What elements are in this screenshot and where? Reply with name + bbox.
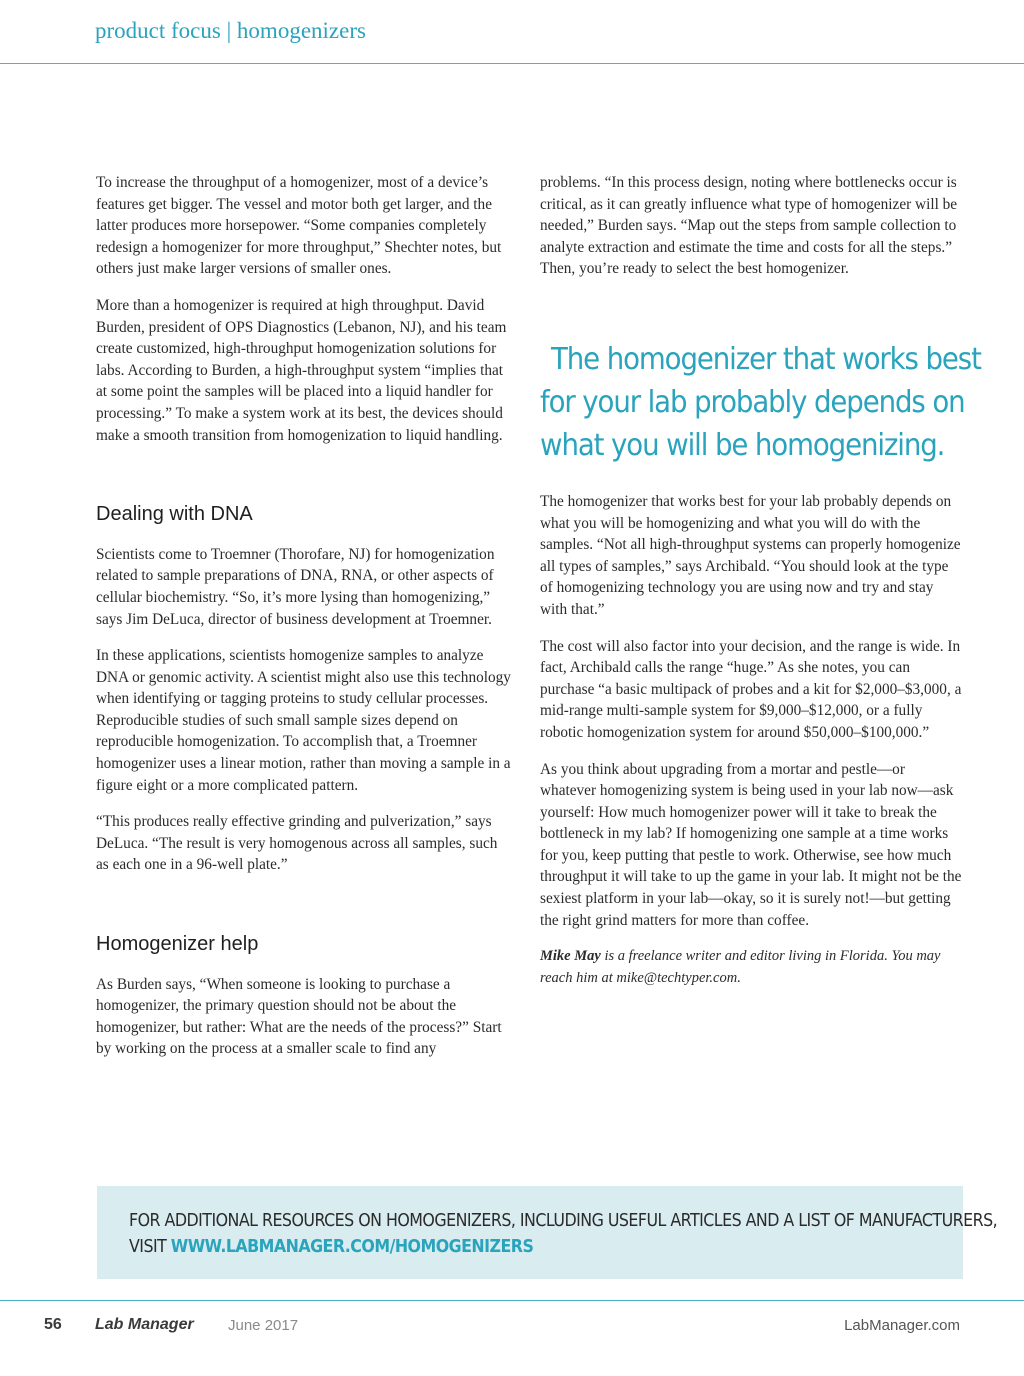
left-column	[96, 172, 512, 1075]
callout-line: FOR ADDITIONAL RESOURCES ON HOMOGENIZERS, INCLUDING USEFUL ARTICLES AND A LIST OF MANUFACTURERS,	[129, 1210, 998, 1231]
pull-quote-line: for your lab probably depends on	[540, 385, 965, 420]
homogenizers-link[interactable]: WWW.LABMANAGER.COM/HOMOGENIZERS	[170, 1236, 534, 1257]
subheading-homogenizer-help: Homogenizer help	[96, 933, 259, 956]
paragraph: Scientists come to Troemner (Thorofare, NJ) for homogenization related to sample preparations of DNA, RNA, or other aspects of cellular biochemistry. “So, it’s more lysing than homogenizing,” says Jim DeLuca, director of business development at Troemner.	[96, 545, 495, 628]
paragraph: “This produces really effective grinding and pulverization,” says DeLuca. “The result is very homogenous across all samples, such as each one in a 96-well plate.”	[96, 813, 498, 874]
subheading-dealing-with-dna: Dealing with DNA	[96, 503, 253, 526]
page-number: 56	[44, 1316, 62, 1333]
author-bio: is a freelance writer and editor living in Florida. You may reach him at mike@techtyper.com.	[540, 948, 941, 986]
resources-callout	[97, 1186, 998, 1279]
author-name: Mike May	[540, 948, 601, 965]
right-column	[540, 172, 981, 1004]
footer-divider	[0, 1300, 1024, 1301]
page-footer	[0, 1316, 1024, 1340]
issue-date: June 2017	[228, 1317, 299, 1334]
pull-quote-line: The homogenizer that works best	[551, 342, 981, 377]
page-header	[0, 0, 1024, 64]
pull-quote-line: what you will be homogenizing.	[540, 428, 945, 463]
paragraph: As Burden says, “When someone is looking to purchase a homogenizer, the primary question should not be about the homogenizer, but rather: What are the needs of the process?” Start by working on the process at a smaller scale to find any	[96, 975, 502, 1058]
callout-text	[129, 1208, 998, 1260]
paragraph: The cost will also factor into your decision, and the range is wide. In fact, Archibald calls the range “huge.” As she notes, you can purchase “a basic multipack of probes and a kit for $2,000–$3,000, a mid-range multi-sample system for $9,000–$12,000, or a fully robotic homogenization system for around $50,000–$100,000.”	[540, 637, 962, 741]
author-byline	[540, 946, 962, 989]
magazine-name: Lab Manager	[95, 1316, 194, 1333]
callout-line	[129, 1234, 859, 1260]
paragraph: To increase the throughput of a homogenizer, most of a device’s features get bigger. The vessel and motor both get larger, and the latter produces more horsepower. “Some companies completely redesign a homogenizer for more throughput,” Shechter notes, but others just make larger versions of smaller ones.	[96, 174, 502, 278]
callout-visit: VISIT	[129, 1236, 171, 1257]
website: LabManager.com	[844, 1317, 960, 1334]
paragraph: In these applications, scientists homogenize samples to analyze DNA or genomic activity. A scientist might also use this technology when identifying or tagging proteins to study cellular processes. Reproducible studies of such small sample sizes depend on reproducible homogenization. To accomplish that, a Troemner homogenizer uses a linear motion, rather than moving a sample in a figure eight or a more complicated pattern.	[96, 647, 511, 794]
section-title: product focus | homogenizers	[95, 18, 366, 43]
pull-quote	[540, 338, 981, 467]
paragraph: As you think about upgrading from a mortar and pestle—or whatever homogenizing system is being used in your lab now—ask yourself: How much homogenizer power will it take to break the bottleneck in my lab? If homogenizing one sample at a time works for you, keep putting that pestle to work. Otherwise, see how much throughput it will take to up the game in your lab. It might not be the sexiest platform in your lab—okay, so it is surely not!—but getting the right grind matters for more than coffee.	[540, 760, 962, 929]
paragraph: problems. “In this process design, noting where bottlenecks occur is critical, as it can greatly influence what type of homogenizer will be needed,” Burden says. “Map out the steps from sample collection to analyte extraction and estimate the time and costs for all the steps.” Then, you’re ready to select the best homogenizer.	[540, 174, 958, 278]
paragraph: The homogenizer that works best for your lab probably depends on what you will be homogenizing and what you will do with the samples. “Not all high-throughput systems can properly homogenize all types of samples,” says Archibald. “You should look at the type of homogenizing technology you are using now and try and stay with that.”	[540, 492, 961, 618]
paragraph: More than a homogenizer is required at high throughput. David Burden, president of OPS Diagnostics (Lebanon, NJ), and his team create customized, high-throughput homogenization solutions for labs. According to Burden, a high-throughput system “implies that at some point the samples will be placed into a liquid handler for processing.” To make a system work at its best, the devices should make a smooth transition from homogenization to liquid handling.	[96, 296, 507, 444]
